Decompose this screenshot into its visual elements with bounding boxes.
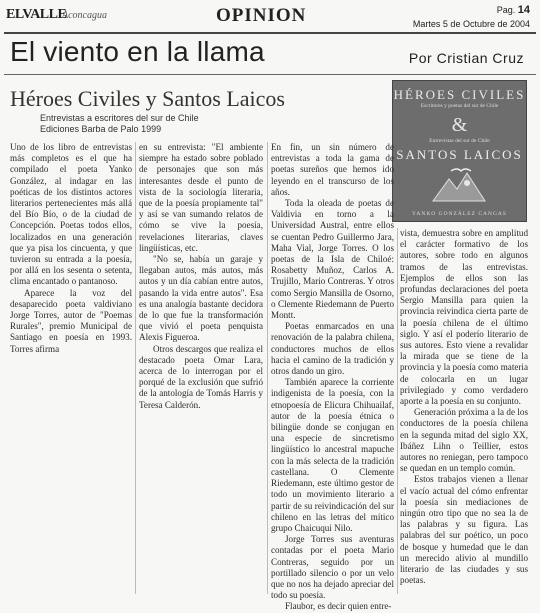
paragraph: Flaubor, es decir quien entre- [285,601,392,612]
page-number: Pag. 14 [496,4,530,16]
paragraph: En fin, un sin número de entrevistas a toda la gama de poetas sureños que hemos ido leyendo en el transcurso de los años. [271,142,394,197]
cover-subtitle-top: Escritores y poetas del sur de Chile [420,103,499,109]
cover-ampersand: & [451,114,468,136]
paragraph: Generación próxima a la de los conductores de la poesía chilena en la segunda mitad del siglo XX, Ibáñez Lihn o Teillier, estos autores no reniegan, pero tampoco se quedan en un templo común. [400,407,528,474]
headline-rule [4,74,536,75]
cover-title-bottom: SANTOS LAICOS [396,147,523,162]
text-column-3 [271,142,394,613]
masthead-rule [4,32,536,34]
paragraph: Uno de los libro de entrevistas más completos es el que ha compilado el poeta Yanko González, al indagar en las poéticas de los distintos actores literarios pertenecientes más allá del Bío Bío, o de la ciudad de Concepción. Poetas todos ellos, localizados en una generación que ya pisa los cincuenta, y que tuvieron su entrada a la poesía, por allá en los sesenta o setenta, clima encantado o pantanoso. [10,142,132,287]
review-title: Héroes Civiles y Santos Laicos [10,86,285,111]
cover-subtitle-bottom: Entrevistas del sur de Chile [429,138,490,144]
paragraph: Poetas enmarcados en una renovación de la palabra chilena, conductores muchos de ellos hacia el camino de la tradición y otros dando un giro. [271,321,394,377]
paragraph: Toda la oleada de poetas de Valdivia en torno a la Universidad Austral, entre ellos se cuentan Pedro Guillermo Jara, Maha Vial, Jorge Torres. O los poetas de la Isla de Chiloé: Rosabetty Muñoz, Carlos A. Trujillo, Mario Contreras. Y otros como Sergio Mansilla de Osorno, o Clemente Riedemann de Puerto Montt. [271,198,394,321]
text-column-4 [400,228,528,587]
column-divider [267,142,268,594]
paragraph: Aparece la voz del desaparecido poeta valdiviano Jorge Torres, autor de "Poemas Rurales", premio Municipal de Santiago en poesía en 1993. Torres afirma [10,287,132,354]
section-title: OPINION [216,5,307,26]
cover-title-top: HÉROES CIVILES [393,87,526,102]
issue-date: Martes 5 de Octubre de 2004 [412,19,530,29]
column-divider [135,142,136,594]
masthead [4,4,536,30]
paragraph: vista, demuestra sobre en amplitud el carácter formativo de los autores, sobre todo en algunos tramos de las entrevistas. Ejemplos de ellos son las profundas declaraciones del poeta Sergio Mansilla para quien la provincia reivindica cierta parte de la poesía chilena de el último siglo. Y así el poderío literario de sus autores. Esto viene a revalidar la mirada que se tiene de la provincia y la poesía como materia de colocarla en un lugar privilegiado y como verdadero aporte a la poesía en su conjunto. [400,228,528,407]
mountain-bird-emblem-icon [431,165,487,205]
column-headline: El viento en la llama [10,36,265,67]
text-column-1 [10,142,132,355]
paragraph: Estos trabajos vienen a llenar el vacío actual del cómo enfrentar la poesía sin mediaciones de ningún otro tipo que no sea la de las palabras y su figura. Las palabras del sur poético, un poco de bosque y humedad que le dan un merecido alivio al mundillo literario de las ciudades y sus poetas. [400,474,528,586]
paragraph: en su entrevista: "El ambiente siempre ha estado sobre poblado de personajes que son más interesantes desde el punto de vista de la sociología literaria, que de la poesía propiamente tal" y así se van sumando relatos de cómo se vive la poesía, revelaciones literarias, claves lingüísticas, etc. [139,142,263,253]
text-column-2 [139,142,263,411]
column-divider [397,228,398,594]
handwritten-note: Aconcagua [62,10,107,21]
paragraph: Otros descargos que realiza el destacado poeta Omar Lara, acerca de lo interrogan por el porqué de la exclusión que sufrió de la antología de Tomás Harris y Teresa Calderón. [139,343,263,410]
cover-author: YANKO GONZÁLEZ CANGAS [412,211,507,217]
paragraph: "No se, había un garaje y llegaban autos, más autos, más autos y un día cabían entre autos, pasando la vida entre autos". Esa es una analogía bastante decidora de lo que fue la transformación que vivió el poeta penquista Alexis Figueroa. [139,254,263,343]
paper-name: ELVALLE [6,7,67,22]
byline: Por Cristian Cruz [408,50,524,66]
review-subtitle: Entrevistas a escritores del sur de Chile Ediciones Barba de Palo 1999 [40,113,199,134]
book-cover-image [392,80,527,222]
paragraph: También aparece la corriente indigenista de la poesía, con la etnopoesía de Elicura Chihuailaf, autor de la poesía étnica o bilingüe donde se conjugan en una especie de sincretismo lingüístico lo ancestral mapuche con la más selecta de la tradición castellana. O Clemente Riedemann, este último gestor de todo un movimiento literario a partir de su reivindicación del sur chileno en las letras del mítico grupo Chaicuqui Nilo. [271,377,394,533]
paragraph: Jorge Torres sus aventuras contadas por el poeta Mario Contreras, seguido por un portillado silencio o por un velo que no nos ha dejado apreciar del todo su poesía. [271,534,394,601]
